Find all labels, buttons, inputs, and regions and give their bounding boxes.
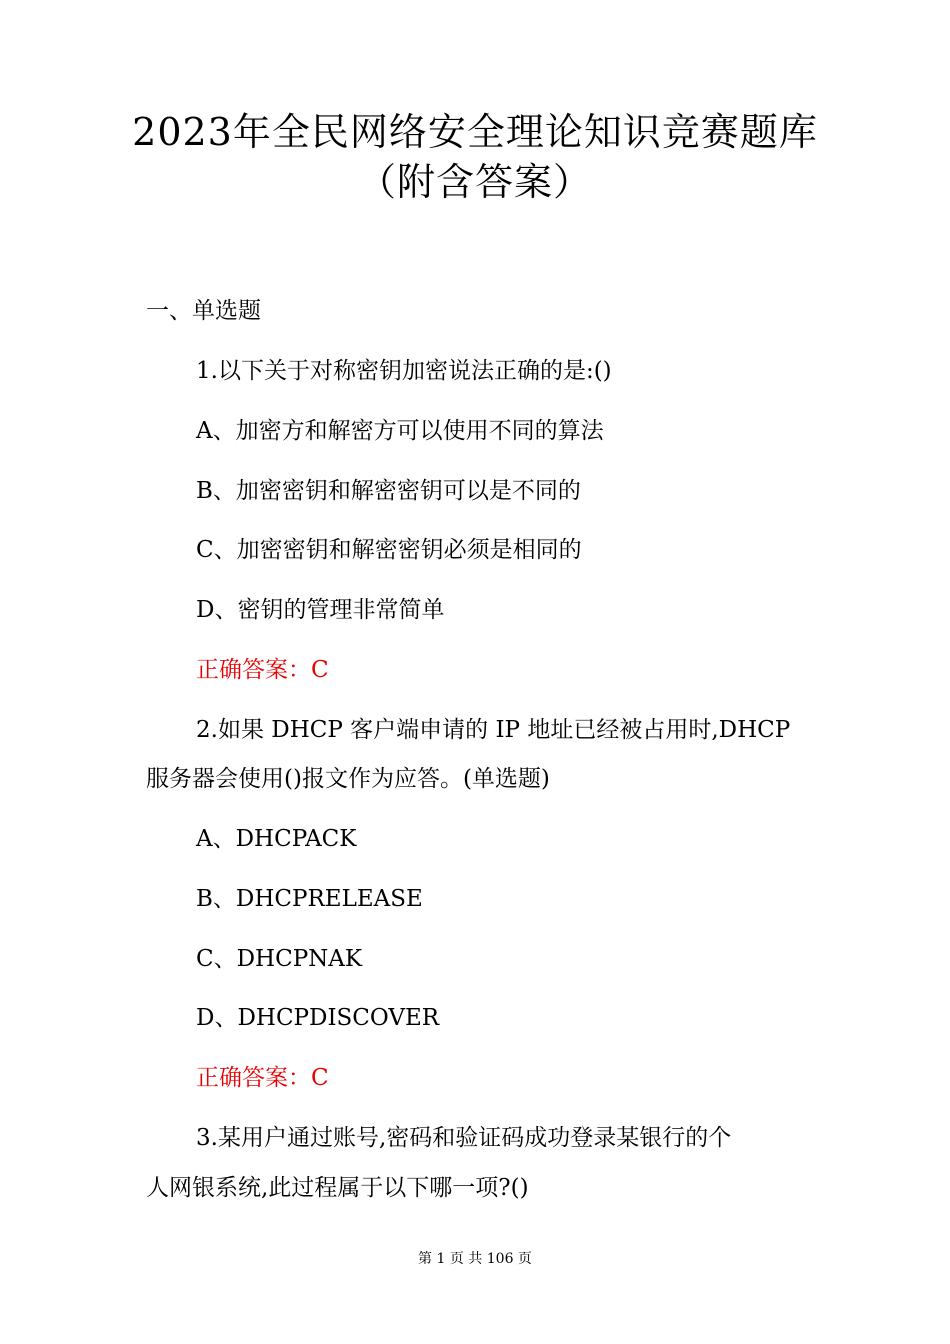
document-title-line-2: （附含答案） xyxy=(357,160,592,204)
question-1-option-c: C、加密密钥和解密密钥必须是相同的 xyxy=(196,537,582,563)
question-1-option-b: B、加密密钥和解密密钥可以是不同的 xyxy=(196,478,581,504)
section-heading: 一、单选题 xyxy=(146,298,261,324)
question-2-option-c: C、DHCPNAK xyxy=(196,946,363,972)
question-1-answer: 正确答案：C xyxy=(196,657,329,683)
question-2-option-d: D、DHCPDISCOVER xyxy=(196,1005,440,1031)
document-title-line-1: 2023年全民网络安全理论知识竞赛题库 xyxy=(132,110,818,154)
question-2-option-b: B、DHCPRELEASE xyxy=(196,886,423,912)
question-2-stem-line-1: 2.如果 DHCP 客户端申请的 IP 地址已经被占用时,DHCP xyxy=(196,717,791,743)
question-2-stem-line-2: 服务器会使用()报文作为应答。(单选题) xyxy=(146,766,550,792)
question-1-option-a: A、加密方和解密方可以使用不同的算法 xyxy=(196,418,604,444)
question-3-stem-line-1: 3.某用户通过账号,密码和验证码成功登录某银行的个 xyxy=(196,1125,732,1151)
question-1-stem: 1.以下关于对称密钥加密说法正确的是:() xyxy=(196,358,612,384)
question-1-option-d: D、密钥的管理非常简单 xyxy=(196,597,445,623)
question-2-answer: 正确答案：C xyxy=(196,1065,329,1091)
page-footer: 第 1 页 共 106 页 xyxy=(418,1251,532,1267)
question-3-stem-line-2: 人网银系统,此过程属于以下哪一项?() xyxy=(146,1175,529,1201)
question-2-option-a: A、DHCPACK xyxy=(196,826,357,852)
